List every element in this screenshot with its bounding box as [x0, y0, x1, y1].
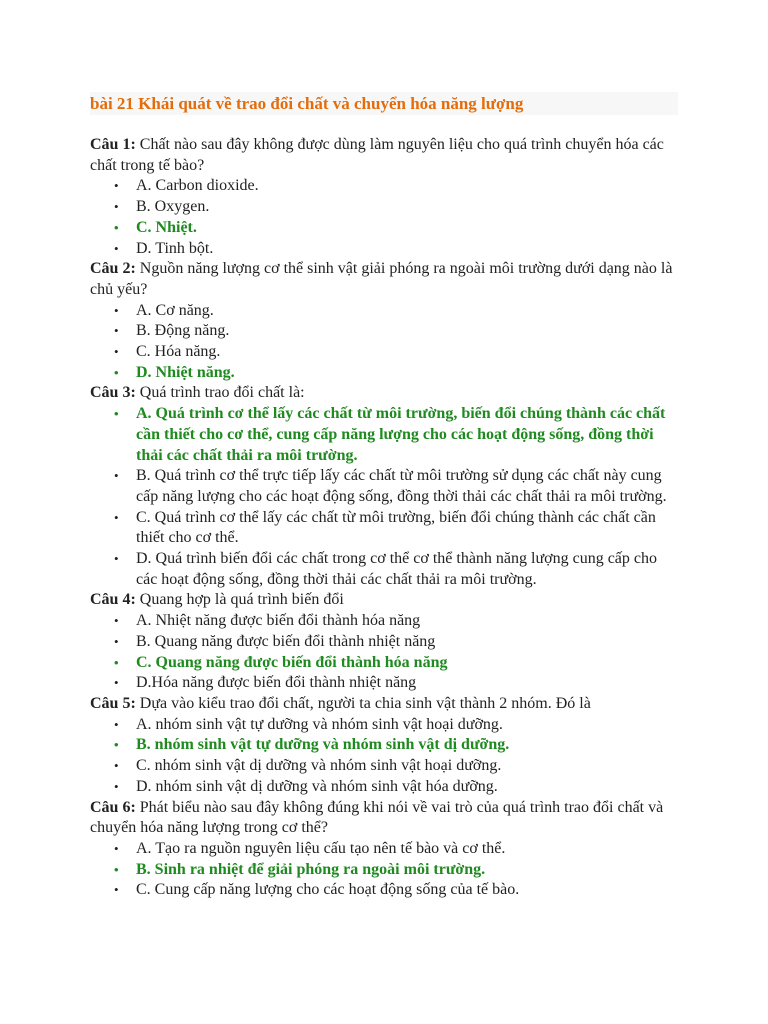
- option-text: C. nhóm sinh vật dị dưỡng và nhóm sinh vật hoại dưỡng.: [136, 757, 502, 775]
- bullet-icon: •: [114, 199, 119, 215]
- bullet-icon: •: [114, 219, 119, 235]
- options-list: [90, 839, 678, 901]
- option-text: A. Quá trình cơ thể lấy các chất từ môi trường, biến đổi chúng thành các chất cần thiết cho cơ thể, cung cấp năng lượng cho các hoạt động sống, đồng thời thải các chất thải ra môi trường.: [136, 405, 666, 464]
- bullet-icon: •: [114, 654, 119, 670]
- question-text: Phát biểu nào sau đây không đúng khi nói về vai trò của quá trình trao đổi chất và chuyển hóa năng lượng trong cơ thể?: [90, 798, 664, 837]
- answer-option: [90, 777, 678, 798]
- answer-option: [90, 239, 678, 260]
- answer-option: [90, 673, 678, 694]
- answer-option: [90, 839, 678, 860]
- answer-option: [90, 715, 678, 736]
- question-label: Câu 5:: [90, 694, 136, 712]
- question-2: [90, 259, 678, 300]
- bullet-icon: •: [114, 840, 119, 856]
- answer-option: [90, 176, 678, 197]
- correct-answer-option: [90, 735, 678, 756]
- question-5: [90, 694, 678, 715]
- option-text: D.Hóa năng được biến đổi thành nhiệt năng: [136, 674, 417, 692]
- quiz-content: [90, 135, 678, 901]
- option-text: B. Động năng.: [136, 322, 230, 340]
- answer-option: [90, 880, 678, 901]
- question-6: [90, 798, 678, 839]
- bullet-icon: •: [114, 778, 119, 794]
- answer-option: [90, 321, 678, 342]
- correct-answer-option: [90, 363, 678, 384]
- option-text: D. Tinh bột.: [136, 239, 214, 257]
- bullet-icon: •: [114, 323, 119, 339]
- question-label: Câu 6:: [90, 798, 136, 816]
- answer-option: [90, 197, 678, 218]
- question-text: Chất nào sau đây không được dùng làm nguyên liệu cho quá trình chuyển hóa các chất trong tế bào?: [90, 136, 664, 174]
- bullet-icon: •: [114, 178, 119, 194]
- bullet-icon: •: [114, 302, 119, 318]
- answer-option: [90, 756, 678, 777]
- title-bar: [90, 92, 678, 115]
- option-text: D. Nhiệt năng.: [136, 363, 235, 381]
- bullet-icon: •: [114, 675, 119, 691]
- question-1: [90, 135, 678, 176]
- question-text: Dựa vào kiểu trao đổi chất, người ta chia sinh vật thành 2 nhóm. Đó là: [135, 694, 591, 712]
- bullet-icon: •: [114, 716, 119, 732]
- answer-option: [90, 301, 678, 322]
- option-text: C. Quá trình cơ thể lấy các chất từ môi trường, biến đổi chúng thành các chất cần thiết cho cơ thể.: [136, 508, 656, 547]
- bullet-icon: •: [114, 344, 119, 360]
- question-text: Nguồn năng lượng cơ thể sinh vật giải phóng ra ngoài môi trường dưới dạng nào là chủ yếu?: [90, 260, 673, 298]
- option-text: A. Tạo ra nguồn nguyên liệu cấu tạo nên tế bào và cơ thể.: [136, 839, 506, 857]
- option-text: C. Hóa năng.: [136, 343, 221, 361]
- bullet-icon: •: [114, 509, 119, 525]
- bullet-icon: •: [114, 758, 119, 774]
- question-4: [90, 590, 678, 611]
- question-label: Câu 3:: [90, 384, 136, 402]
- option-text: B. nhóm sinh vật tự dưỡng và nhóm sinh vật dị dưỡng.: [136, 736, 510, 754]
- answer-option: [90, 611, 678, 632]
- option-text: A. Nhiệt năng được biến đổi thành hóa năng: [136, 612, 421, 630]
- correct-answer-option: [90, 404, 678, 466]
- option-text: D. Quá trình biến đổi các chất trong cơ thể cơ thể thành năng lượng cung cấp cho các hoạt động sống, đồng thời thải các chất thải ra môi trường.: [136, 550, 657, 588]
- bullet-icon: •: [114, 633, 119, 649]
- options-list: [90, 611, 678, 694]
- bullet-icon: •: [114, 551, 119, 567]
- bullet-icon: •: [114, 861, 119, 877]
- question-label: Câu 1:: [90, 136, 136, 153]
- option-text: B. Quá trình cơ thể trực tiếp lấy các chất từ môi trường sử dụng các chất này cung cấp năng lượng cho các hoạt động sống, đồng thời thải các chất thải ra môi trường.: [136, 467, 667, 505]
- bullet-icon: •: [114, 613, 119, 629]
- correct-answer-option: [90, 218, 678, 239]
- options-list: [90, 715, 678, 798]
- option-text: C. Cung cấp năng lượng cho các hoạt động sống của tế bào.: [136, 881, 520, 899]
- document-title: bài 21 Khái quát về trao đổi chất và chuyển hóa năng lượng: [90, 94, 524, 113]
- bullet-icon: •: [114, 364, 119, 380]
- options-list: [90, 404, 678, 590]
- question-text: Quang hợp là quá trình biến đổi: [135, 591, 344, 609]
- answer-option: [90, 632, 678, 653]
- option-text: D. nhóm sinh vật dị dưỡng và nhóm sinh vật hóa dưỡng.: [136, 777, 498, 795]
- option-text: C. Quang năng được biến đổi thành hóa năng: [136, 653, 448, 671]
- correct-answer-option: [90, 860, 678, 881]
- option-text: C. Nhiệt.: [136, 218, 197, 236]
- question-3: [90, 383, 678, 404]
- options-list: [90, 301, 678, 384]
- answer-option: [90, 549, 678, 590]
- correct-answer-option: [90, 653, 678, 674]
- option-text: A. Carbon dioxide.: [136, 177, 259, 195]
- answer-option: [90, 466, 678, 507]
- bullet-icon: •: [114, 240, 119, 256]
- option-text: B. Oxygen.: [136, 198, 210, 216]
- option-text: B. Quang năng được biến đổi thành nhiệt năng: [136, 632, 436, 650]
- question-text: Quá trình trao đổi chất là:: [135, 384, 305, 402]
- bullet-icon: •: [114, 468, 119, 484]
- option-text: A. Cơ năng.: [136, 301, 214, 319]
- option-text: B. Sinh ra nhiệt để giải phóng ra ngoài môi trường.: [136, 860, 486, 878]
- question-label: Câu 4:: [90, 591, 136, 609]
- bullet-icon: •: [114, 406, 119, 422]
- option-text: A. nhóm sinh vật tự dưỡng và nhóm sinh vật hoại dưỡng.: [136, 715, 503, 733]
- question-label: Câu 2:: [90, 260, 136, 278]
- bullet-icon: •: [114, 882, 119, 898]
- options-list: [90, 176, 678, 259]
- answer-option: [90, 508, 678, 549]
- answer-option: [90, 342, 678, 363]
- document-page: [90, 92, 678, 901]
- bullet-icon: •: [114, 737, 119, 753]
